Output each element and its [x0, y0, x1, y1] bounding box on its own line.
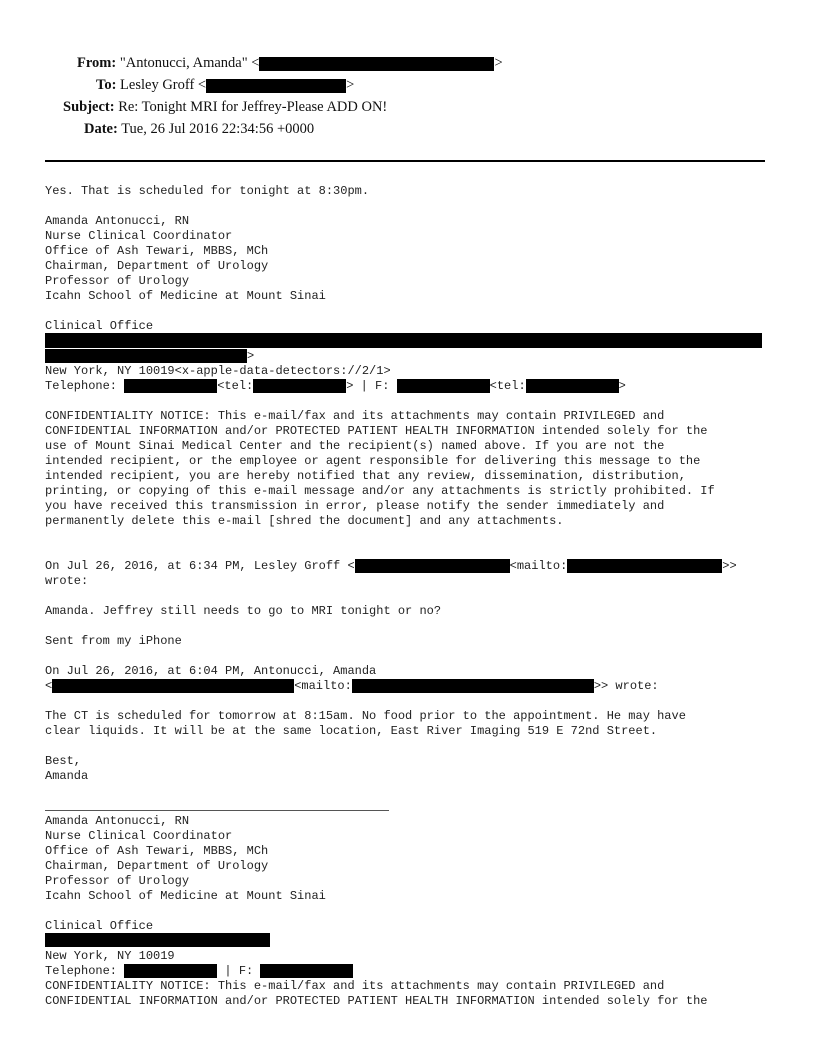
closing-name: Amanda — [45, 769, 89, 783]
from-label: From: — [77, 55, 117, 71]
redaction — [45, 933, 270, 947]
signature-line: Office of Ash Tewari, MBBS, MCh — [45, 844, 269, 858]
subject-label: Subject: — [63, 99, 115, 115]
signature-line: Professor of Urology — [45, 274, 190, 288]
quote-header: On Jul 26, 2016, at 6:04 PM, Antonucci, Amanda — [45, 664, 377, 678]
redaction — [45, 349, 247, 363]
signature-line: Chairman, Department of Urology — [45, 259, 269, 273]
to-value: Lesley Groff < — [120, 77, 207, 93]
signature-line: Icahn School of Medicine at Mount Sinai — [45, 889, 326, 903]
telephone-line: Telephone: <tel: > | F: <tel: > — [45, 379, 626, 394]
confidentiality-line: CONFIDENTIALITY NOTICE: This e-mail/fax and its attachments may contain PRIVILEGED and — [45, 409, 665, 423]
header-divider — [45, 160, 765, 162]
redaction — [124, 379, 217, 393]
redaction — [206, 79, 346, 93]
subject-value: Re: Tonight MRI for Jeffrey-Please ADD ON! — [118, 99, 388, 115]
confidentiality-line: CONFIDENTIAL INFORMATION and/or PROTECTED PATIENT HEALTH INFORMATION intended solely for the — [45, 994, 708, 1008]
quote-header-address: < <mailto: >> wrote: — [45, 679, 659, 694]
date-label: Date: — [84, 121, 118, 137]
redaction — [352, 679, 594, 693]
to-line: To: Lesley Groff < > — [96, 77, 355, 93]
confidentiality-line: use of Mount Sinai Medical Center and the recipient(s) named above. If you are not the — [45, 439, 665, 453]
signature-line: Chairman, Department of Urology — [45, 859, 269, 873]
redaction — [355, 559, 510, 573]
quoted-message: Amanda. Jeffrey still needs to go to MRI tonight or no? — [45, 604, 442, 618]
signature-line: Amanda Antonucci, RN — [45, 214, 190, 228]
confidentiality-line: CONFIDENTIAL INFORMATION and/or PROTECTED PATIENT HEALTH INFORMATION intended solely for the — [45, 424, 708, 438]
confidentiality-line: permanently delete this e-mail [shred the document] and any attachments. — [45, 514, 564, 528]
quote-header: On Jul 26, 2016, at 6:34 PM, Lesley Groff < <mailto: >> — [45, 559, 737, 574]
clinical-office-label: Clinical Office — [45, 919, 154, 933]
redaction — [397, 379, 490, 393]
city-line: New York, NY 10019 — [45, 949, 175, 963]
signature-line: Amanda Antonucci, RN — [45, 814, 190, 828]
from-line: From: "Antonucci, Amanda" < > — [77, 55, 503, 71]
confidentiality-line: intended recipient, you are hereby notified that any review, dissemination, distribution, — [45, 469, 686, 483]
redaction — [567, 559, 722, 573]
signature-line: Professor of Urology — [45, 874, 190, 888]
signature-divider — [45, 810, 389, 811]
quote-wrote: wrote: — [45, 574, 89, 588]
clinical-office-label: Clinical Office — [45, 319, 154, 333]
signature-line: Nurse Clinical Coordinator — [45, 829, 233, 843]
ct-message-line: The CT is scheduled for tomorrow at 8:15am. No food prior to the appointment. He may have — [45, 709, 686, 723]
sent-from-line: Sent from my iPhone — [45, 634, 182, 648]
telephone-line: Telephone: | F: — [45, 964, 353, 979]
signature-line: Nurse Clinical Coordinator — [45, 229, 233, 243]
to-label: To: — [96, 77, 117, 93]
redaction — [253, 379, 346, 393]
redaction — [52, 679, 294, 693]
redaction — [124, 964, 217, 978]
date-line — [84, 120, 314, 138]
reply-text: Yes. That is scheduled for tonight at 8:30pm. — [45, 184, 370, 198]
signature-line: Office of Ash Tewari, MBBS, MCh — [45, 244, 269, 258]
confidentiality-line: intended recipient, or the employee or agent responsible for delivering this message to the — [45, 454, 701, 468]
redaction — [526, 379, 619, 393]
ct-message-line: clear liquids. It will be at the same location, East River Imaging 519 E 72nd Street. — [45, 724, 658, 738]
signature-line: Icahn School of Medicine at Mount Sinai — [45, 289, 326, 303]
city-line: New York, NY 10019<x-apple-data-detectors://2/1> — [45, 364, 391, 378]
confidentiality-line: printing, or copying of this e-mail message and/or any attachments is strictly prohibited. If — [45, 484, 715, 498]
redaction — [259, 57, 494, 71]
confidentiality-line: CONFIDENTIALITY NOTICE: This e-mail/fax and its attachments may contain PRIVILEGED and — [45, 979, 665, 993]
redaction — [260, 964, 353, 978]
from-value: "Antonucci, Amanda" < — [119, 55, 260, 71]
date-value: Tue, 26 Jul 2016 22:34:56 +0000 — [121, 121, 315, 137]
address-close: > — [247, 349, 255, 363]
closing-line: Best, — [45, 754, 82, 768]
confidentiality-line: you have received this transmission in error, please notify the sender immediately and — [45, 499, 665, 513]
subject-line — [63, 98, 387, 116]
redaction — [45, 333, 762, 348]
